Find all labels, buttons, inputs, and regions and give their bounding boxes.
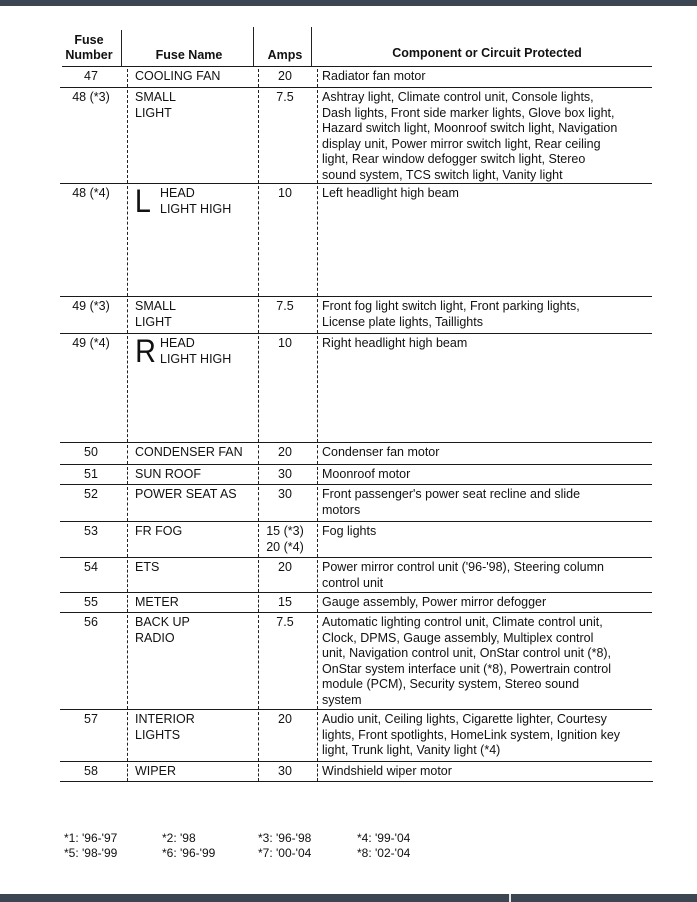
fuse-name: CONDENSER FAN [135,445,243,459]
fuse-amps: 30 [278,487,292,501]
fuse-amps: 10 [278,186,292,200]
bottom-bar [0,894,697,902]
fuse-number: 53 [84,524,98,538]
column-divider [258,186,259,296]
fuse-name: POWER SEAT AS [135,487,237,501]
column-divider [317,524,318,557]
column-divider [258,299,259,333]
column-divider [258,615,259,709]
fuse-amps: 7.5 [276,299,294,313]
column-divider [317,712,318,761]
fuse-amps: 20 [278,560,292,574]
header-divider [121,30,122,66]
column-divider [258,524,259,557]
column-divider [317,299,318,333]
column-divider [127,524,128,557]
top-bar [0,0,697,6]
fuse-number: 51 [84,467,98,481]
component-protected: Ashtray light, Climate control unit, Console lights, Dash lights, Front side marker lights, Glove box light, Hazard switch light, Moonroof switch light, Navigation display unit, Power mirror switch light, Rear ceiling light, Rear window defogger switch light, Stereo sound system, TCS switch light, Vanity light [322,90,618,182]
column-divider [127,90,128,183]
column-divider [127,186,128,296]
column-divider [317,336,318,442]
fuse-name: SMALL LIGHT [135,299,176,329]
header-component: Component or Circuit Protected [392,46,582,60]
row-divider [60,557,652,558]
fuse-amps: 15 [278,595,292,609]
fuse-number: 47 [84,69,98,83]
component-protected: Left headlight high beam [322,186,459,200]
fuse-amps: 15 (*3) 20 (*4) [266,524,304,554]
column-divider [127,764,128,781]
fuse-side-letter: R [135,333,156,369]
fuse-number: 50 [84,445,98,459]
column-divider [127,467,128,484]
column-divider [317,615,318,709]
column-divider [127,445,128,464]
footnote-item: *3: '96-'98 [258,831,312,845]
fuse-number: 58 [84,764,98,778]
fuse-number: 48 (*3) [72,90,110,104]
column-divider [127,712,128,761]
fuse-number: 49 (*4) [72,336,110,350]
fuse-name: HEAD LIGHT HIGH [160,186,232,216]
column-divider [127,336,128,442]
row-divider [60,296,652,297]
fuse-amps: 20 [278,445,292,459]
component-protected: Audio unit, Ceiling lights, Cigarette lighter, Courtesy lights, Front spotlights, HomeLink system, Ignition key light, Trunk light, Vanity light (*4) [322,712,621,757]
fuse-name: INTERIOR LIGHTS [135,712,195,742]
column-divider [317,487,318,521]
footnote-item: *6: '96-'99 [162,846,216,860]
fuse-name: WIPER [135,764,176,778]
fuse-number: 55 [84,595,98,609]
column-divider [258,595,259,612]
component-protected: Windshield wiper motor [322,764,452,778]
row-divider [60,87,652,88]
component-protected: Front fog light switch light, Front parking lights, License plate lights, Taillights [322,299,580,329]
column-divider [317,595,318,612]
fuse-name: FR FOG [135,524,183,538]
fuse-amps: 20 [278,712,292,726]
column-divider [258,69,259,87]
fuse-amps: 20 [278,69,292,83]
fuse-amps: 10 [278,336,292,350]
column-divider [258,560,259,592]
row-divider [60,442,652,443]
row-divider [60,709,652,710]
component-protected: Automatic lighting control unit, Climate control unit, Clock, DPMS, Gauge assembly, Multiplex control unit, Navigation control unit, OnStar control unit (*8), OnStar system interface unit (*8), Powertrain control module (PCM), Security system, Stereo sound system [322,615,612,707]
component-protected: Gauge assembly, Power mirror defogger [322,595,547,609]
header-amps: Amps [267,48,303,62]
fuse-amps: 30 [278,467,292,481]
row-divider [60,612,652,613]
fuse-name: SUN ROOF [135,467,201,481]
column-divider [127,560,128,592]
header-fuse-name: Fuse Name [155,48,223,62]
footnote-item: *5: '98-'99 [64,846,118,860]
fuse-name: METER [135,595,179,609]
fuse-number: 54 [84,560,98,574]
column-divider [258,467,259,484]
column-divider [258,712,259,761]
fuse-name: BACK UP RADIO [135,615,190,645]
fuse-amps: 7.5 [276,615,294,629]
footnote-item: *1: '96-'97 [64,831,118,845]
row-divider [60,464,652,465]
column-divider [317,90,318,183]
fuse-number: 48 (*4) [72,186,110,200]
column-divider [317,560,318,592]
column-divider [127,69,128,87]
header-divider [253,27,254,66]
fuse-amps: 7.5 [276,90,294,104]
component-protected: Moonroof motor [322,467,411,481]
header-divider [311,27,312,66]
table-bottom-line [60,781,653,782]
column-divider [258,487,259,521]
row-divider [60,761,652,762]
column-divider [258,336,259,442]
header-fuse-number: Fuse Number [65,33,113,62]
component-protected: Power mirror control unit ('96-'98), Steering column control unit [322,560,604,590]
component-protected: Front passenger's power seat recline and slide motors [322,487,581,517]
component-protected: Radiator fan motor [322,69,426,83]
column-divider [317,467,318,484]
fuse-amps: 30 [278,764,292,778]
column-divider [258,445,259,464]
row-divider [60,592,652,593]
component-protected: Fog lights [322,524,377,538]
fuse-number: 57 [84,712,98,726]
column-divider [127,487,128,521]
column-divider [258,764,259,781]
component-protected: Right headlight high beam [322,336,468,350]
fuse-name: HEAD LIGHT HIGH [160,336,232,366]
fuse-number: 56 [84,615,98,629]
fuse-name: ETS [135,560,160,574]
column-divider [127,595,128,612]
row-divider [60,484,652,485]
fuse-number: 49 (*3) [72,299,110,313]
column-divider [317,69,318,87]
fuse-number: 52 [84,487,98,501]
component-protected: Condenser fan motor [322,445,440,459]
footnote-item: *8: '02-'04 [357,846,411,860]
footnote-item: *4: '99-'04 [357,831,411,845]
footnote-item: *2: '98 [162,831,196,845]
footnote-item: *7: '00-'04 [258,846,312,860]
fuse-side-letter: L [134,183,151,219]
column-divider [317,445,318,464]
row-divider [60,521,652,522]
fuse-name: COOLING FAN [135,69,221,83]
column-divider [127,299,128,333]
column-divider [127,615,128,709]
column-divider [258,90,259,183]
column-divider [317,186,318,296]
fuse-name: SMALL LIGHT [135,90,176,120]
row-divider [62,66,652,67]
column-divider [317,764,318,781]
